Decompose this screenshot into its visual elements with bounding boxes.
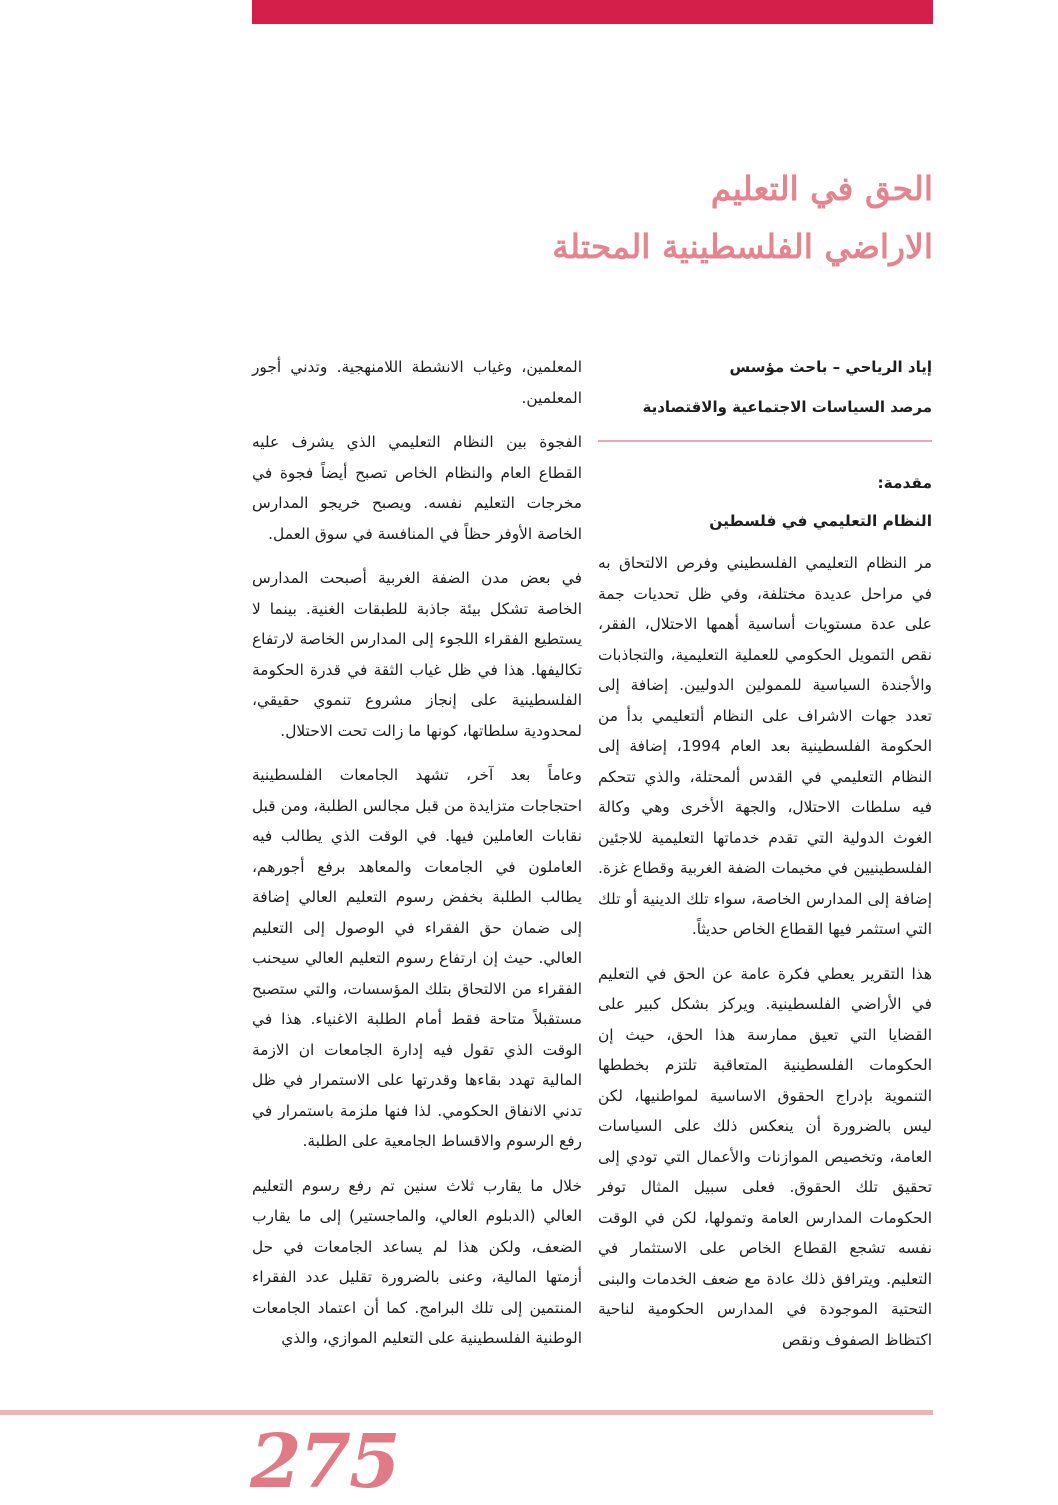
- paragraph: خلال ما يقارب ثلاث سنين تم رفع رسوم التعليم العالي (الدبلوم العالي، والماجستير) إلى ما يقارب الضعف، ولكن هذا لم يساعد الجامعات في حل أزمتها المالية، وعنى بالضرورة تقليل عدد الفقراء المنتمين إلى تلك البرامج. كما أن اعتماد الجامعات الوطنية الفلسطينية على التعليم الموازي، والذي: [252, 1176, 582, 1347]
- title-line-2: الاراضي الفلسطينية المحتلة: [552, 227, 933, 266]
- footer-rule: [0, 1410, 933, 1415]
- paragraph: في بعض مدن الضفة الغربية أصبحت المدارس الخاصة تشكل بيئة جاذبة للطبقات الغنية. بينما لا يستطيع الفقراء اللجوء إلى المدارس الخاصة لارتفاع تكاليفها. هذا في ظل غياب الثقة في قدرة الحكومة الفلسطينية على إنجاز مشروع تنموي حقيقي، لمحدودية سلطاتها، كونها ما زالت تحت الاحتلال.: [252, 569, 582, 740]
- author-byline: إياد الرياحي – باحث مؤسس: [729, 358, 932, 376]
- title-line-1: الحق في التعليم: [710, 169, 933, 208]
- organization-name: مرصد السياسات الاجتماعية والاقتصادية: [642, 398, 932, 416]
- right-column: [598, 352, 932, 1369]
- section-heading: مقدمة:: [877, 474, 932, 492]
- byline-divider: [598, 440, 932, 442]
- paragraph: هذا التقرير يعطي فكرة عامة عن الحق في التعليم في الأراضي الفلسطينية. ويركز بشكل كبير على القضايا التي تعيق ممارسة هذا الحق، حيث إن الحكومات الفلسطينية المتعاقبة تلتزم بخططها التنموية بإدراج الحقوق الاساسية لمواطنيها، لكن ليس بالضرورة أن ينعكس ذلك على السياسات العامة، وتخصيص الموازنات والأعمال التي تودي إلى تحقيق تلك الحقوق. فعلى سبيل المثال توفر الحكومات المدارس العامة وتمولها، لكن في الوقت نفسه تشجع القطاع الخاص على الاستثمار في التعليم. ويترافق ذلك عادة مع ضعف الخدمات والبنى التحتية الموجودة في المدارس الحكومية لناحية اكتظاظ الصفوف ونقص: [598, 964, 932, 1349]
- page-title: [333, 160, 933, 276]
- paragraph: وعاماً بعد آخر، تشهد الجامعات الفلسطينية احتجاجات متزايدة من قبل مجالس الطلبة، ومن قبل نقابات العاملين فيها. في الوقت الذي يطالب فيه العاملون في الجامعات والمعاهد برفع أجورهم، يطالب الطلبة بخفض رسوم التعليم العالي إضافة إلى ضمان حق الفقراء في الوصول إلى التعليم العالي. حيث إن ارتفاع رسوم التعليم العالي سيحنب الفقراء من الالتحاق بتلك المؤسسات، والتي ستصبح مستقبلاً متاحة فقط أمام الطلبة الاغنياء. هذا في الوقت الذي تقول فيه إدارة الجامعات ان الازمة المالية تهدد بقاءها وقدرتها على الاستمرار في ظل تدني الانفاق الحكومي. لذا فنها ملزمة باستمرار في رفع الرسوم والاقساط الجامعية على الطلبة.: [252, 766, 582, 1150]
- left-column: [252, 352, 582, 1368]
- paragraph: مر النظام التعليمي الفلسطيني وفرص الالتحاق به في مراحل عديدة مختلفة، وفي ظل تحديات جمة على عدة مستويات أساسية أهمها الاحتلال، الفقر، نقص التمويل الحكومي للعملية التعليمية، والتجاذبات والأجندة السياسية للممولين الدوليين. إضافة إلى تعدد جهات الاشراف على النظام ألتعليمي بدأ من الحكومة الفلسطينية بعد العام 1994، إضافة إلى النظام التعليمي في القدس ألمحتلة، والذي تتحكم فيه سلطات الاحتلال، والجهة الأخرى وهي وكالة الغوث الدولية التي تقدم خدماتها التعليمية للاجئين الفلسطينيين في مخيمات الضفة الغربية وقطاع غزة. إضافة إلى المدارس الخاصة، سواء تلك الدينية أو تلك التي استثمر فيها القطاع الخاص حديثاً.: [598, 554, 932, 938]
- page-number: 275: [250, 1419, 399, 1505]
- top-accent-bar: [252, 0, 933, 24]
- sub-heading: النظام التعليمي في فلسطين: [709, 512, 932, 530]
- paragraph: المعلمين، وغياب الانشطة اللامنهجية. وتدني أجور المعلمين.: [252, 358, 582, 407]
- paragraph: الفجوة بين النظام التعليمي الذي يشرف عليه القطاع العام والنظام الخاص تصبح أيضاً فجوة في مخرجات التعليم نفسه. ويصبح خريجو المدارس الخاصة الأوفر حظاً في المنافسة في سوق العمل.: [252, 433, 582, 543]
